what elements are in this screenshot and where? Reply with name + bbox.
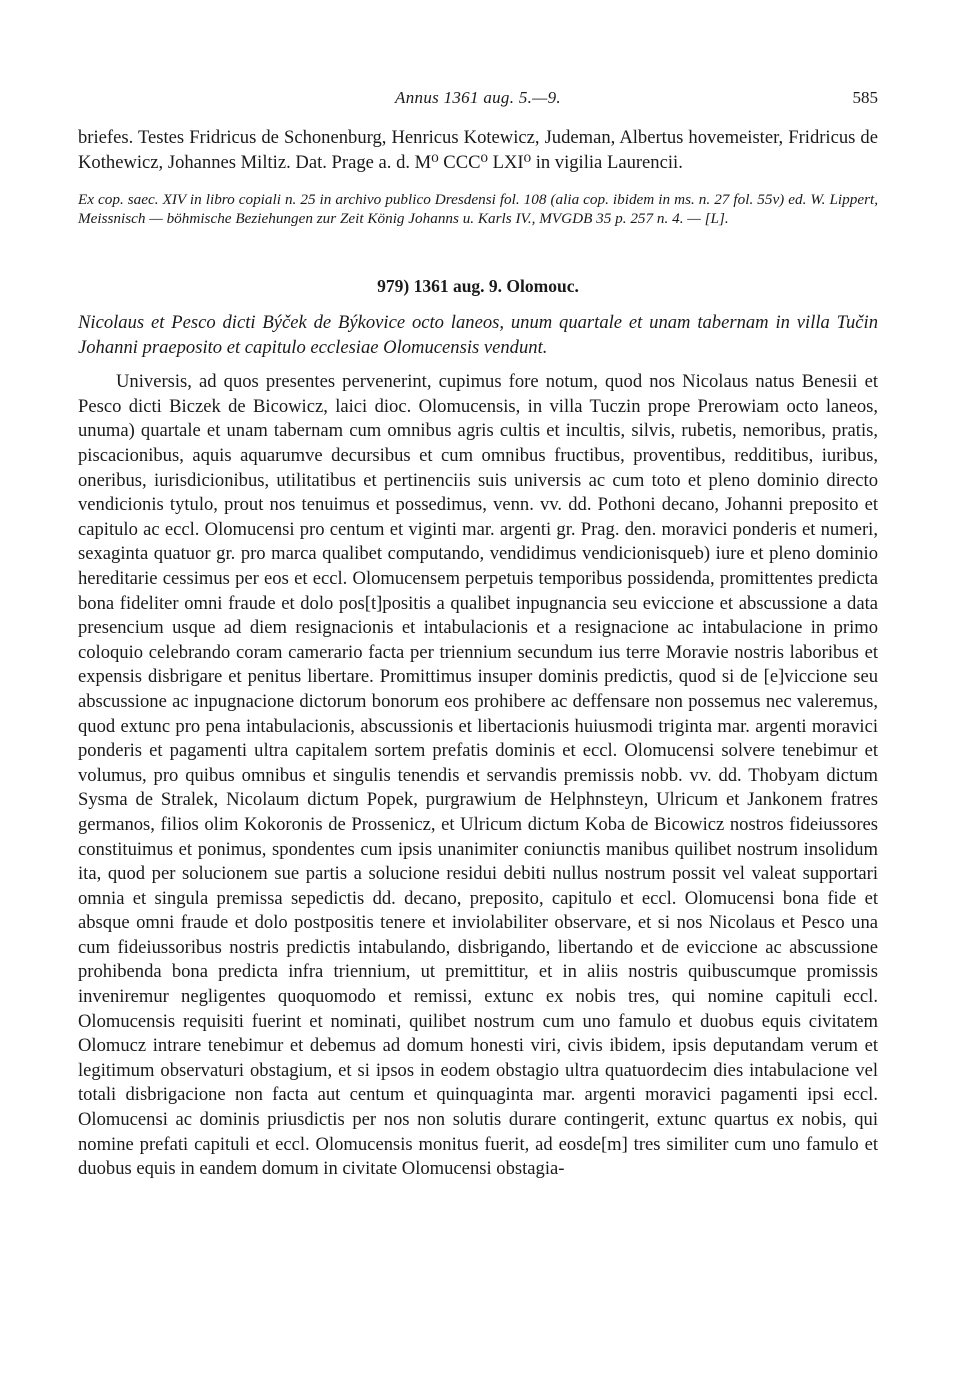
page-number: 585 xyxy=(852,88,878,107)
running-header xyxy=(78,88,878,116)
running-title: Annus 1361 aug. 5.—9. xyxy=(395,88,561,107)
source-note: Ex cop. saec. XIV in libro copiali n. 25 in archivo publico Dresdensi fol. 108 (alia cop. ibidem in ms. n. 27 fol. 55v) ed. W. Lippert, Meissnisch — böhmische Beziehungen zur Zeit König Johanns u. Karls IV., MVGDB 35 p. 257 n. 4. — [L]. xyxy=(78,191,878,227)
entry-heading: 979) 1361 aug. 9. Olomouc. xyxy=(377,276,579,297)
entry-regest: Nicolaus et Pesco dicti Býček de Býkovice octo laneos, unum quartale et unam tabernam in villa Tučin Johanni praeposito et capitulo ecclesiae Olomucensis vendunt. xyxy=(78,312,878,358)
entry-main-text: Universis, ad quos presentes pervenerint, cupimus fore notum, quod nos Nicolaus natus Benesii et Pesco dicti Biczek de Bicowicz, laici dioc. Olomucensis, in villa Tuczin prope Prerowiam octo laneos, unuma) quartale et unam tabernam cum omnibus agris cultis et incultis, silvis, rubetis, nemoribus, pratis, piscacionibus, aquis aquarumve decursibus et cum omnibus fructibus, proventibus, redditibus, iuribus, oneribus, iurisdicionibus, utilitatibus et pertinenciis suis universis ac cum toto et pleno dominio directo vendicionis tytulo, prout nos tenuimus et possedimus, venn. vv. dd. Pothoni decano, Johanni preposito et capitulo ac eccl. Olomucensi pro centum et viginti mar. argenti gr. Prag. den. moravici ponderis et numeri, sexaginta quatuor gr. pro marca qualibet computando, vendidimus vendicionisqueb) iure et pleno dominio hereditarie cessimus per eos et eccl. Olomucensem perpetuis temporibus possidenda, promittentes predicta bona fideliter omni fraude et dolo pos[t]positis a qualibet inpugnancia seu eviccione et abscussione a data presencium usque ad diem resignacionis et intabulacionis et a resignacione ac intabulacione in primo coloquio celebrando coram camerario facta per triennium secundum ius terre Moravie nostris laboribus et expensis disbrigare et penitus libertare. Promittimus insuper dominis predictis, quod si de [e]viccione seu abscussione ac inpugnacione dictorum bonorum eos prohibere ac deffensare non possemus nec valeremus, quod extunc pro pena intabulacionis, abscussionis et libertacionis huiusmodi triginta mar. argenti moravici ponderis et pagamenti ultra capitalem sortem prefatis dominis et eccl. Olomucensi solvere tenebimur et volumus, pro quibus omnibus et singulis tenendis et servandis premissis nobb. vv. dd. Thobyam dictum Sysma de Stralek, Nicolaum dictum Popek, purgrawium de Helphnsteyn, Ulricum et Jankonem fratres germanos, filios olim Kokoronis de Prossenicz, et Ulricum dictum Koba de Bicowicz nostros fideiussores constituimus et ponimus, spondentes cum ipsis unanimiter coniunctis manibus quilibet nostrum insolidum ita, quod per solucionem sue partis a solucione residui debiti nullus nostrum possit vel valeat supportari omnia et singula premissa sepedictis dd. decano, preposito, capitulo et eccl. Olomucensi bona fide et absque omni fraude et dolo postpositis tenere et inviolabiliter observare, et si nos Nicolaus et Pesco una cum fideiussoribus nostris predictis intabulando, disbrigando, libertando et de eviccione ac abscussione prohibenda bona predicta infra triennium, ut premittitur, et in aliis nostris quibuscumque promissis inveniremur negligentes quoquomodo et remissi, extunc ex nobis tres, qui nomine capituli eccl. Olomucensis requisiti fuerint et nominati, quilibet nostrum cum uno famulo et duobus equis civitatem Olomucz intrare tenebimur et debemus ad domum honesti viri, civis ibidem, ipsis deputandam verum et legitimum observaturi obstagium, et si ipsos in eodem obstagio ultra quatuordecim dies intabulacione vel totali disbrigacione non facta aut centum et quinquaginta mar. argenti moravici pagamenti ipsi eccl. Olomucensi ac dominis priusdictis per nos non solutis durare contingerit, extunc quartus ex nobis, qui nomine prefati capituli et eccl. Olomucensis monitus fuerit, ad eosde[m] tres similiter cum uno famulo et duobus equis in eandem domum in civitate Olomucensi obstagia- xyxy=(78,371,878,1180)
previous-entry-closing-text: briefes. Testes Fridricus de Schonenburg, Henricus Kotewicz, Judeman, Albertus hovemeister, Fridricus de Kothewicz, Johannes Miltiz. Dat. Prage a. d. M⁰ CCC⁰ LXI⁰ in vigilia Laurencii. xyxy=(78,127,878,173)
document-page xyxy=(78,88,878,1182)
